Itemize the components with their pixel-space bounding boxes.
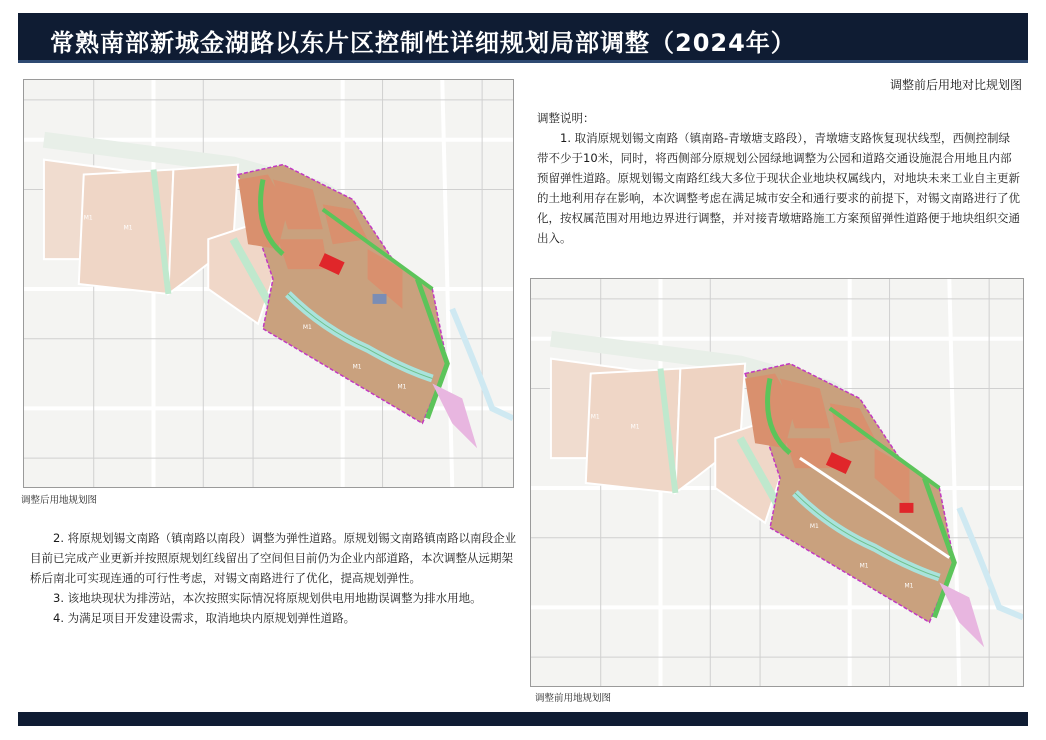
svg-text:M1: M1 [123, 224, 133, 232]
svg-text:M1: M1 [302, 323, 312, 331]
note-item-3: 3. 该地块现状为排涝站，本次按照实际情况将原规划供电用地勘误调整为排水用地。 [53, 591, 482, 605]
map-before-svg [531, 279, 1023, 686]
svg-text:M1: M1 [630, 423, 640, 431]
map-after-caption: 调整后用地规划图 [21, 495, 98, 506]
page-subtitle: 调整前后用地对比规划图 [889, 78, 1022, 92]
svg-text:M1: M1 [83, 214, 93, 222]
adjustment-notes [537, 108, 1021, 248]
svg-text:M1: M1 [397, 383, 407, 391]
footer-bar [18, 712, 1028, 726]
svg-text:M1: M1 [809, 522, 819, 530]
map-before-adjustment[interactable] [530, 278, 1024, 687]
note-item-2: 2. 将原规划锡文南路（镇南路以南段）调整为弹性道路。原规划锡文南路镇南路以南段企业目前已完成产业更新并按照原规划红线留出了空间但目前仍为企业内部道路，本次调整从远期架桥后南北可实现连通的可行性考虑，对锡文南路进行了优化，提高规划弹性。 [30, 531, 517, 585]
notes-heading: 调整说明： [537, 111, 595, 125]
title-bar [18, 13, 1028, 63]
note-item-1: 1. 取消原规划锡文南路（镇南路-青墩塘支路段），青墩塘支路恢复现状线型，西侧控制绿带不少于10米，同时，将西侧部分原规划公园绿地调整为公园和道路交通设施混合用地且内部预留弹性道路。原规划锡文南路红线大多位于现状企业地块权属线内，对地块未来工业自主更新的土地利用存在影响，本次调整考虑在满足城市安全和通行要求的前提下，对锡文南路进行了优化，按权属范围对用地边界进行调整，并对接青墩塘路施工方案预留弹性道路便于地块组织交通出入。 [537, 131, 1020, 245]
svg-text:M1: M1 [904, 582, 914, 590]
map-after-svg [24, 80, 513, 487]
map-before-caption: 调整前用地规划图 [535, 693, 612, 704]
svg-text:M1: M1 [352, 363, 362, 371]
map-after-adjustment[interactable] [23, 79, 514, 488]
note-item-4: 4. 为满足项目开发建设需求，取消地块内原规划弹性道路。 [53, 611, 356, 625]
svg-text:M1: M1 [590, 413, 600, 421]
svg-text:M1: M1 [859, 562, 869, 570]
page-title: 常熟南部新城金湖路以东片区控制性详细规划局部调整（2024年） [50, 29, 796, 57]
adjustment-notes-continued [30, 528, 520, 628]
